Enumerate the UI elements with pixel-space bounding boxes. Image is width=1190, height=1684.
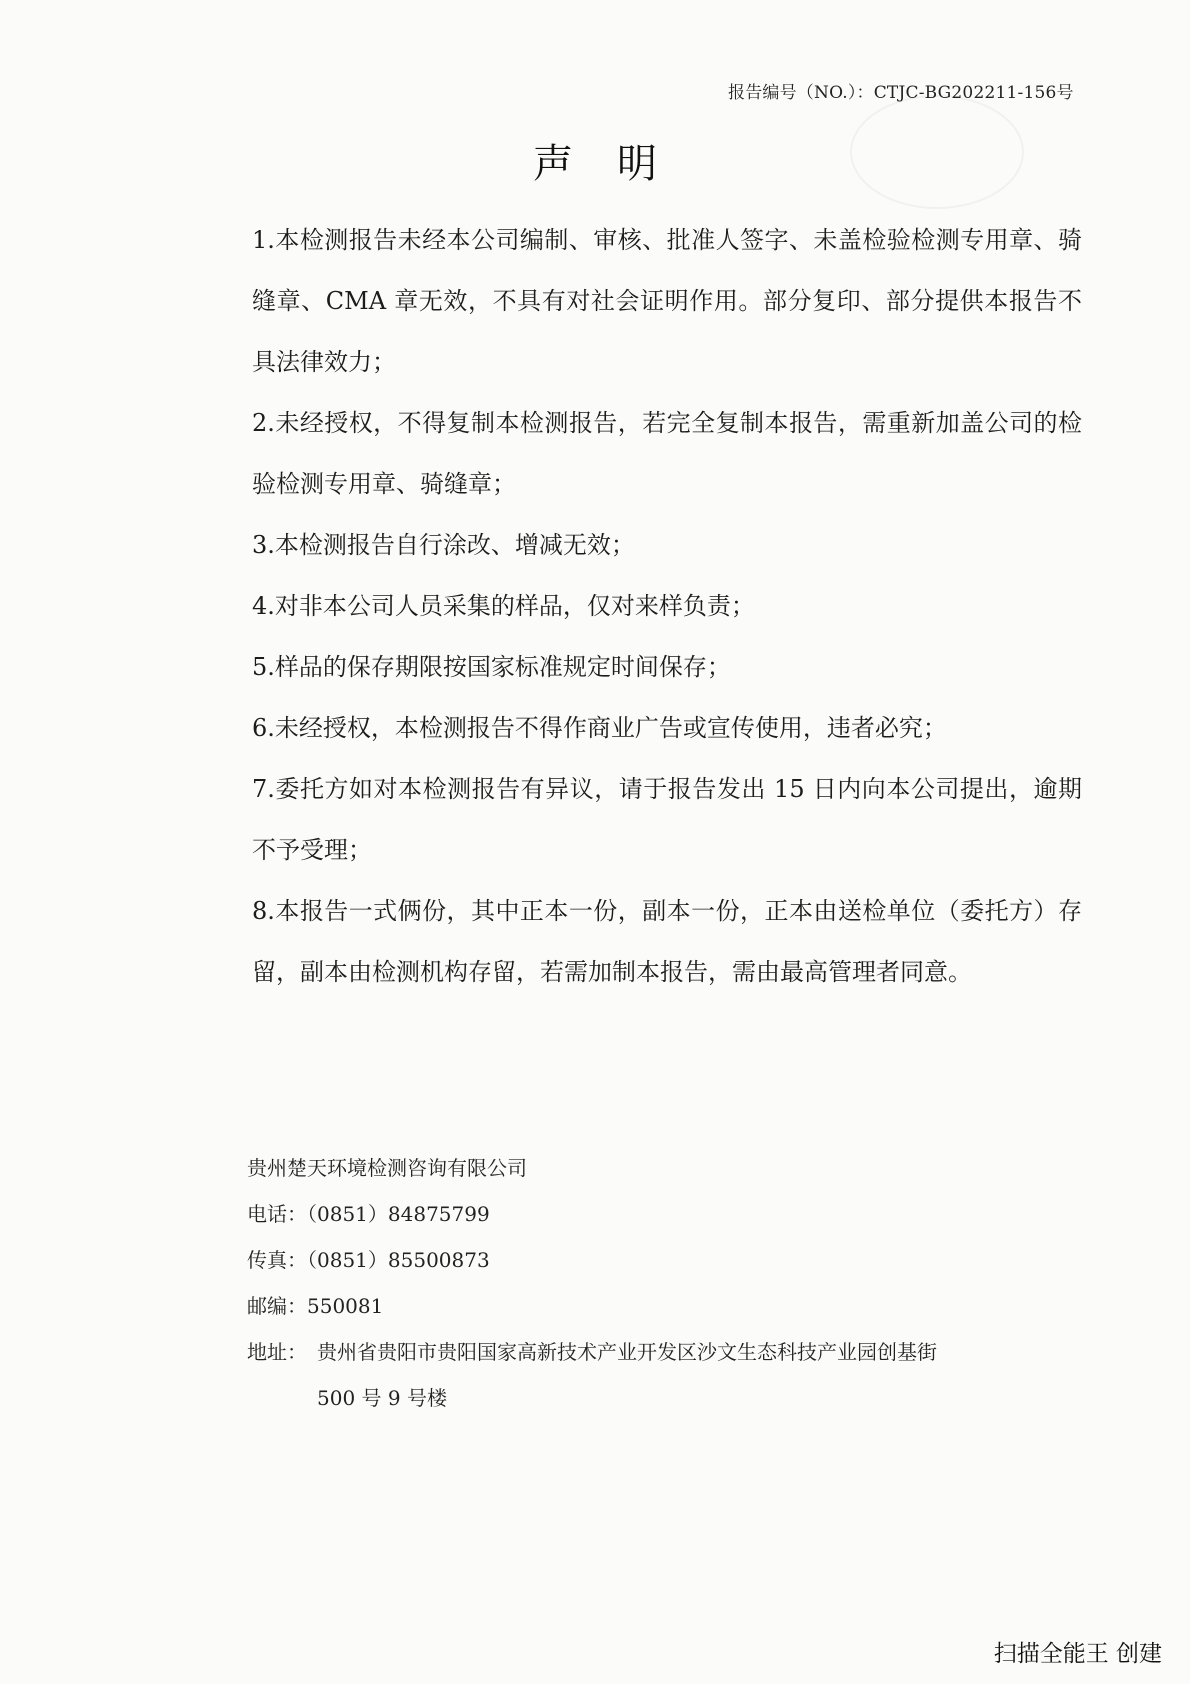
address-line [247,1329,1107,1375]
clause-2: 2.未经授权，不得复制本检测报告，若完全复制本报告，需重新加盖公司的检验检测专用章、骑缝章； [252,409,1082,498]
phone-label: 电话： [247,1202,307,1226]
phone-line [247,1191,1107,1237]
clause-6: 6.未经授权，本检测报告不得作商业广告或宣传使用，违者必究； [252,714,947,742]
company-name: 贵州楚天环境检测咨询有限公司 [247,1156,527,1180]
clause-3: 3.本检测报告自行涂改、增减无效； [252,531,635,559]
address-label: 地址： [247,1340,307,1364]
address-value-line2: 500 号 9 号楼 [317,1386,447,1410]
postcode-value: 550081 [307,1294,384,1318]
clause-7: 7.委托方如对本检测报告有异议，请于报告发出 15 日内向本公司提出，逾期不予受理； [252,775,1082,864]
postcode-line [247,1283,1107,1329]
scanner-watermark: 扫描全能王 创建 [993,1641,1162,1667]
clause-1: 1.本检测报告未经本公司编制、审核、批准人签字、未盖检验检测专用章、骑缝章、CMA 章无效，不具有对社会证明作用。部分复印、部分提供本报告不具法律效力； [252,226,1082,376]
company-info [247,1145,1107,1421]
declaration-clauses [252,210,1082,1003]
fax-value: （0851）85500873 [307,1248,490,1272]
fax-label: 传真： [247,1248,307,1272]
report-number: 报告编号（NO.）：CTJC-BG202211-156号 [728,83,1074,103]
address-value-line1: 贵州省贵阳市贵阳国家高新技术产业开发区沙文生态科技产业园创基街 [317,1340,937,1364]
page-title: 声明 [533,141,701,187]
phone-value: （0851）84875799 [307,1202,490,1226]
fax-line [247,1237,1107,1283]
clause-4: 4.对非本公司人员采集的样品，仅对来样负责； [252,592,755,620]
clause-5: 5.样品的保存期限按国家标准规定时间保存； [252,653,731,681]
postcode-label: 邮编： [247,1294,307,1318]
clause-8: 8.本报告一式俩份，其中正本一份，副本一份，正本由送检单位（委托方）存留，副本由检测机构存留，若需加制本报告，需由最高管理者同意。 [252,897,1082,986]
